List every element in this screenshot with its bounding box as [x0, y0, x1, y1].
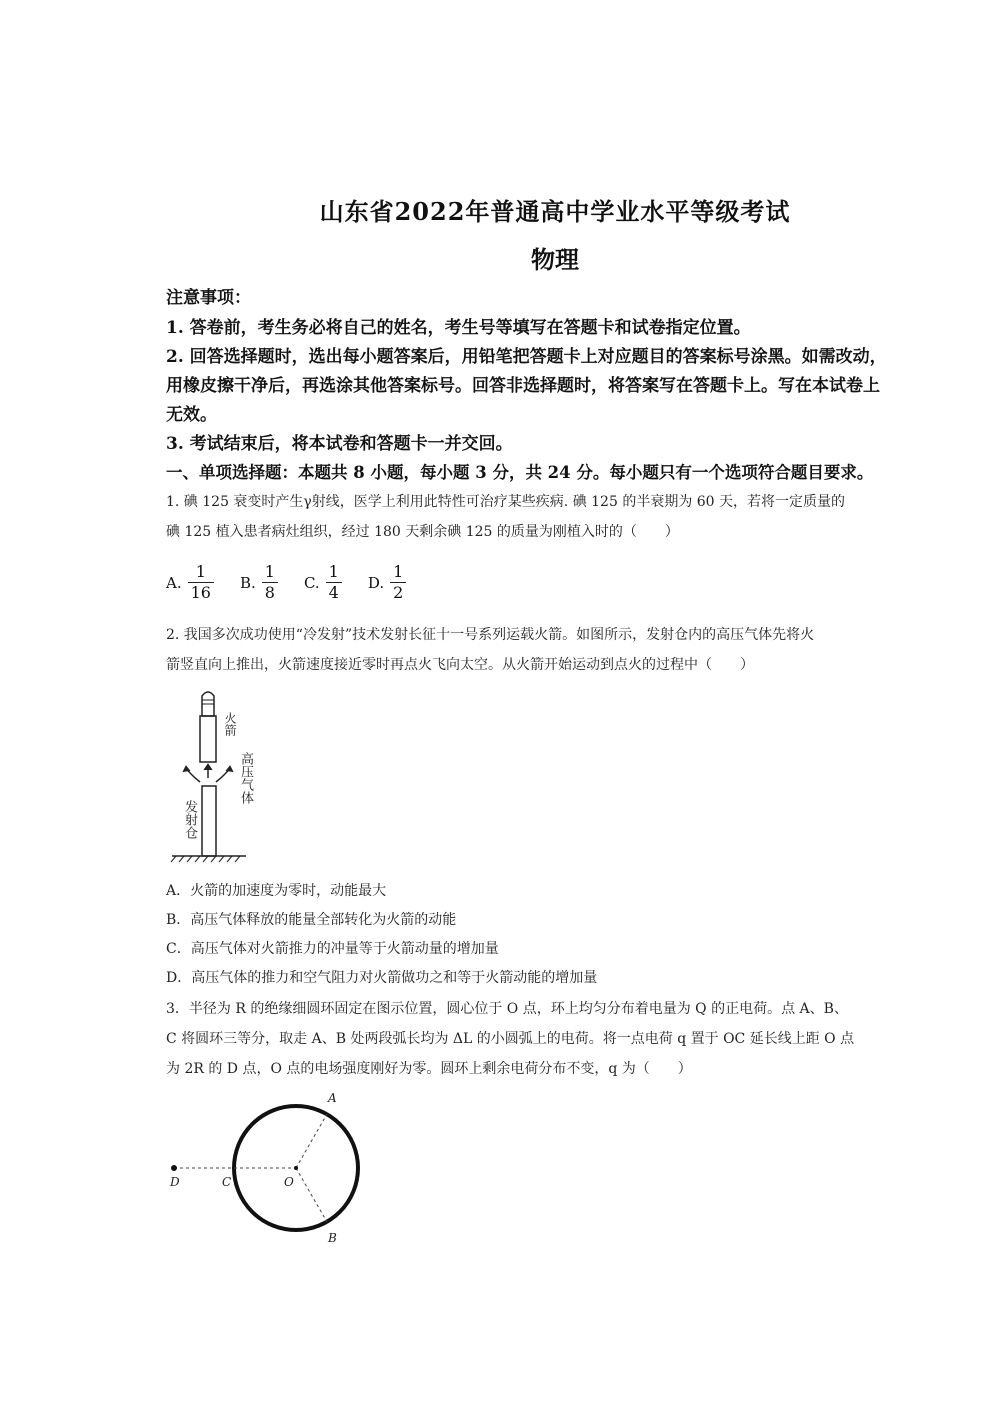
denominator: 16 [190, 583, 211, 602]
rocket-band [202, 700, 214, 704]
choice-label: B. [239, 573, 256, 592]
q1-choice-a[interactable] [166, 562, 214, 603]
denominator: 4 [328, 583, 339, 602]
label-d: D [170, 1175, 180, 1189]
label-b: B [328, 1231, 337, 1245]
label-o: O [284, 1175, 294, 1189]
numerator: 1 [390, 562, 406, 583]
notice-item-1: 1. 答卷前，考生务必将自己的姓名，考生号等填写在答题卡和试卷指定位置。 [166, 318, 751, 338]
q2-option-b[interactable]: B．高压气体释放的能量全部转化为火箭的动能 [166, 912, 457, 928]
denominator: 2 [393, 583, 404, 602]
fraction [390, 562, 406, 603]
denominator: 8 [264, 583, 275, 602]
q1-line1: 1. 碘 125 衰变时产生γ射线，医学上利用此特性可治疗某些疾病. 碘 125 的半衰期为 60 天，若将一定质量的 [166, 494, 846, 510]
fraction [262, 562, 278, 603]
q1-choices [166, 562, 432, 603]
launch-silo [202, 786, 216, 856]
numerator: 1 [326, 562, 342, 583]
gas-arrowhead-right [226, 766, 233, 772]
ground-hatch [171, 856, 240, 862]
notice-item-2: 2. 回答选择题时，选出每小题答案后，用铅笔把答题卡上对应题目的答案标号涂黑。如需改动， [166, 347, 887, 367]
q1-choice-c[interactable] [304, 562, 342, 603]
rocket-body [200, 716, 216, 762]
numerator: 1 [262, 562, 278, 583]
notice-heading: 注意事项： [166, 288, 251, 308]
q2-line1: 2. 我国多次成功使用“冷发射”技术发射长征十一号系列运载火箭。如图所示，发射仓内的高压气体先将火 [166, 627, 815, 643]
fraction [188, 562, 214, 603]
notice-item-3: 3. 考试结束后，将本试卷和答题卡一并交回。 [166, 434, 513, 454]
q3-line3: 为 2R 的 D 点，O 点的电场强度刚好为零。圆环上剩余电荷分布不变，q 为（ ） [166, 1061, 692, 1077]
radius-oa [296, 1114, 327, 1168]
q3-line1: 3．半径为 R 的绝缘细圆环固定在图示位置，圆心位于 O 点，环上均匀分布着电量为 Q 的正电荷。点 A、B、 [166, 1001, 848, 1017]
q2-line2: 箭竖直向上推出，火箭速度接近零时再点火飞向太空。从火箭开始运动到点火的过程中（ ） [166, 657, 754, 673]
subject-title: 物理 [531, 245, 579, 274]
radius-ob [296, 1168, 327, 1222]
notice-item-2-end: 无效。 [166, 405, 217, 425]
section-heading: 一、单项选择题：本题共 8 小题，每小题 3 分，共 24 分。每小题只有一个选项符合题目要求。 [166, 463, 874, 482]
q2-option-c[interactable]: C．高压气体对火箭推力的冲量等于火箭动量的增加量 [166, 941, 499, 957]
gas-label: 高压气体 [238, 752, 253, 804]
q2-option-a[interactable]: A．火箭的加速度为零时，动能最大 [166, 883, 387, 899]
notice-item-2-cont: 用橡皮擦干净后，再选涂其他答案标号。回答非选择题时，将答案写在答题卡上。写在本试卷上 [166, 376, 880, 396]
numerator: 1 [188, 562, 214, 583]
gas-arrowhead [204, 764, 212, 770]
label-a: A [328, 1091, 337, 1105]
q1-line2: 碘 125 植入患者病灶组织，经过 180 天剩余碘 125 的质量为刚植入时的（ ） [166, 524, 679, 540]
choice-label: D. [367, 573, 385, 592]
choice-label: C. [303, 573, 320, 592]
point-o [294, 1166, 298, 1170]
q2-option-d[interactable]: D．高压气体的推力和空气阻力对火箭做功之和等于火箭动能的增加量 [166, 970, 598, 986]
rocket-figure [166, 686, 276, 866]
q3-line2: C 将圆环三等分，取走 A、B 处两段弧长均为 ΔL 的小圆弧上的电荷。将一点电荷 q 置于 OC 延长线上距 O 点 [166, 1031, 855, 1047]
silo-label: 发射仓 [182, 800, 197, 839]
q1-choice-d[interactable] [368, 562, 406, 603]
rocket-label: 火箭 [223, 712, 237, 736]
gas-arrowhead-left [183, 766, 190, 772]
fraction [326, 562, 342, 603]
ring-figure [160, 1090, 380, 1250]
choice-label: A. [166, 573, 182, 592]
q1-choice-b[interactable] [240, 562, 278, 603]
label-c: C [222, 1175, 232, 1189]
point-d [171, 1165, 177, 1171]
exam-title: 山东省2022年普通高中学业水平等级考试 [319, 197, 791, 226]
